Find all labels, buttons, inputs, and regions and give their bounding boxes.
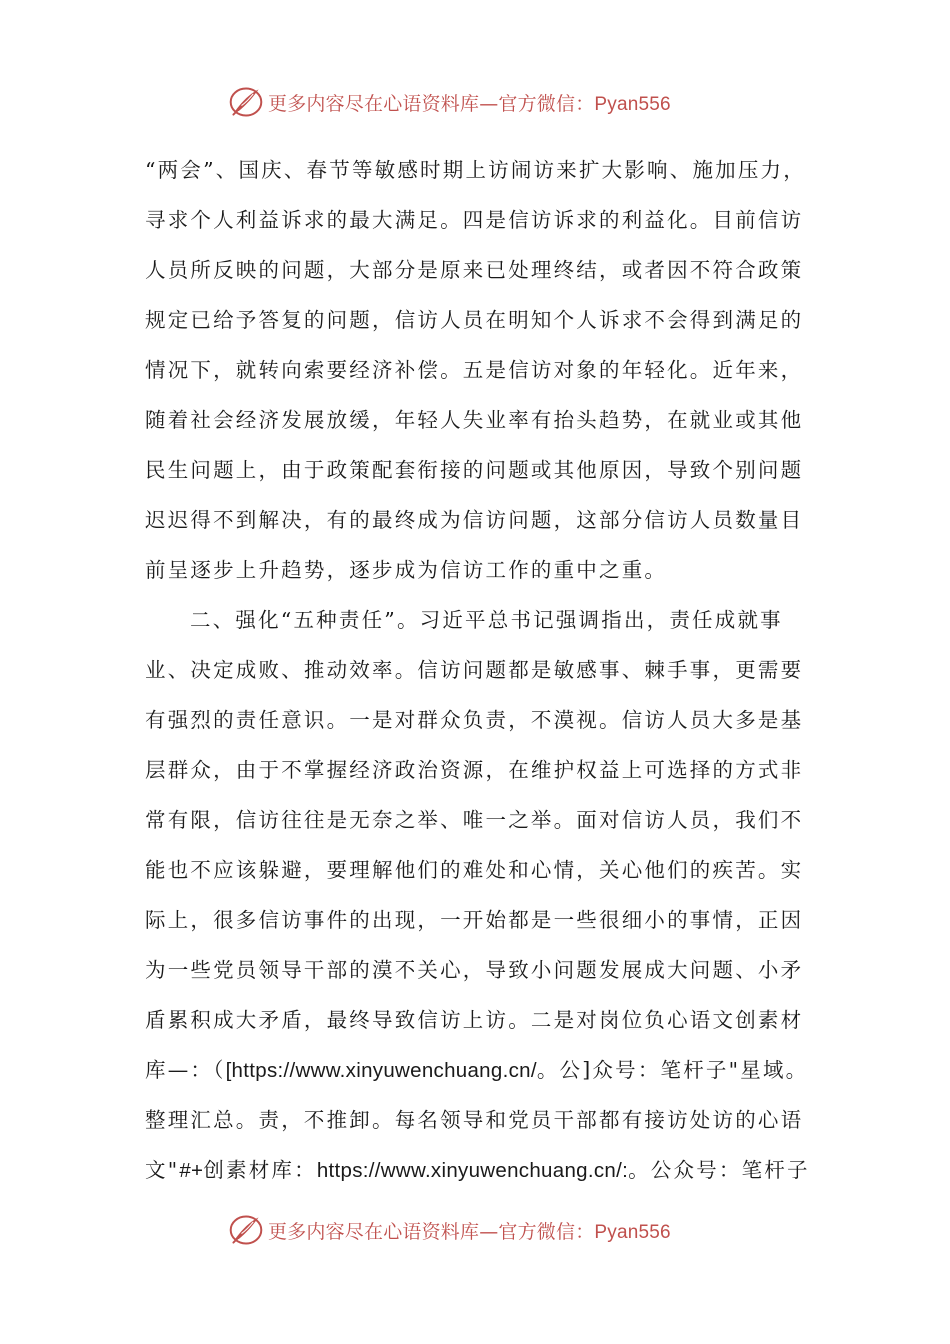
text-line: 情况下，就转向索要经济补偿。五是信访对象的年轻化。近年来， [145, 358, 804, 382]
footer-banner [228, 1210, 728, 1250]
text-line: 有强烈的责任意识。一是对群众负责，不漠视。信访人员大多是基 [145, 708, 804, 732]
url-text: [https://www.xinyuwenchuang.cn/ [225, 1059, 537, 1082]
text-line: 能也不应该躲避，要理解他们的难处和心情，关心他们的疾苦。实 [145, 858, 804, 882]
text-line: 为一些党员领导干部的漠不关心，导致小问题发展成大问题、小矛 [145, 958, 804, 982]
text-line: 民生问题上，由于政策配套衔接的问题或其他原因，导致个别问题 [145, 458, 804, 482]
banner-text: 更多内容尽在心语资料库—官方微信：Pyan556 [268, 1220, 671, 1243]
text-line-with-url: 库—：（[https://www.xinyuwenchuang.cn/。公]众号：笔杆子"星域。 [145, 1058, 809, 1082]
text-line: 寻求个人利益诉求的最大满足。四是信访诉求的利益化。目前信访 [145, 208, 804, 232]
banner-text: 更多内容尽在心语资料库—官方微信：Pyan556 [268, 92, 671, 115]
text-line: 整理汇总。责，不推卸。每名领导和党员干部都有接访处访的心语 [145, 1108, 804, 1132]
text-line: 常有限，信访往往是无奈之举、唯一之举。面对信访人员，我们不 [145, 808, 804, 832]
quill-pen-logo-icon [228, 1212, 264, 1248]
header-banner [228, 82, 728, 122]
text-line: 迟迟得不到解决，有的最终成为信访问题，这部分信访人员数量目 [145, 508, 804, 532]
text-line: 人员所反映的问题，大部分是原来已处理终结，或者因不符合政策 [145, 258, 804, 282]
text-line-with-url: 文"#+创素材库：https://www.xinyuwenchuang.cn/:。公众号：笔杆子 [145, 1158, 810, 1182]
article-body [145, 145, 810, 1195]
text-line: 规定已给予答复的问题，信访人员在明知个人诉求不会得到满足的 [145, 308, 804, 332]
section-heading-line: 二、强化“五种责任”。习近平总书记强调指出，责任成就事 [190, 608, 783, 632]
text-line: 业、决定成败、推动效率。信访问题都是敏感事、棘手事，更需要 [145, 658, 804, 682]
quill-pen-logo-icon [228, 84, 264, 120]
text-line: 前呈逐步上升趋势，逐步成为信访工作的重中之重。 [145, 558, 668, 582]
text-line: 盾累积成大矛盾，最终导致信访上访。二是对岗位负心语文创素材 [145, 1008, 804, 1032]
text-line: 际上，很多信访事件的出现，一开始都是一些很细小的事情，正因 [145, 908, 804, 932]
text-line: “两会”、国庆、春节等敏感时期上访闹访来扩大影响、施加压力， [145, 158, 806, 182]
url-text: https://www.xinyuwenchuang.cn/: [316, 1159, 629, 1182]
text-line: 随着社会经济发展放缓，年轻人失业率有抬头趋势，在就业或其他 [145, 408, 804, 432]
text-line: 层群众，由于不掌握经济政治资源，在维护权益上可选择的方式非 [145, 758, 804, 782]
